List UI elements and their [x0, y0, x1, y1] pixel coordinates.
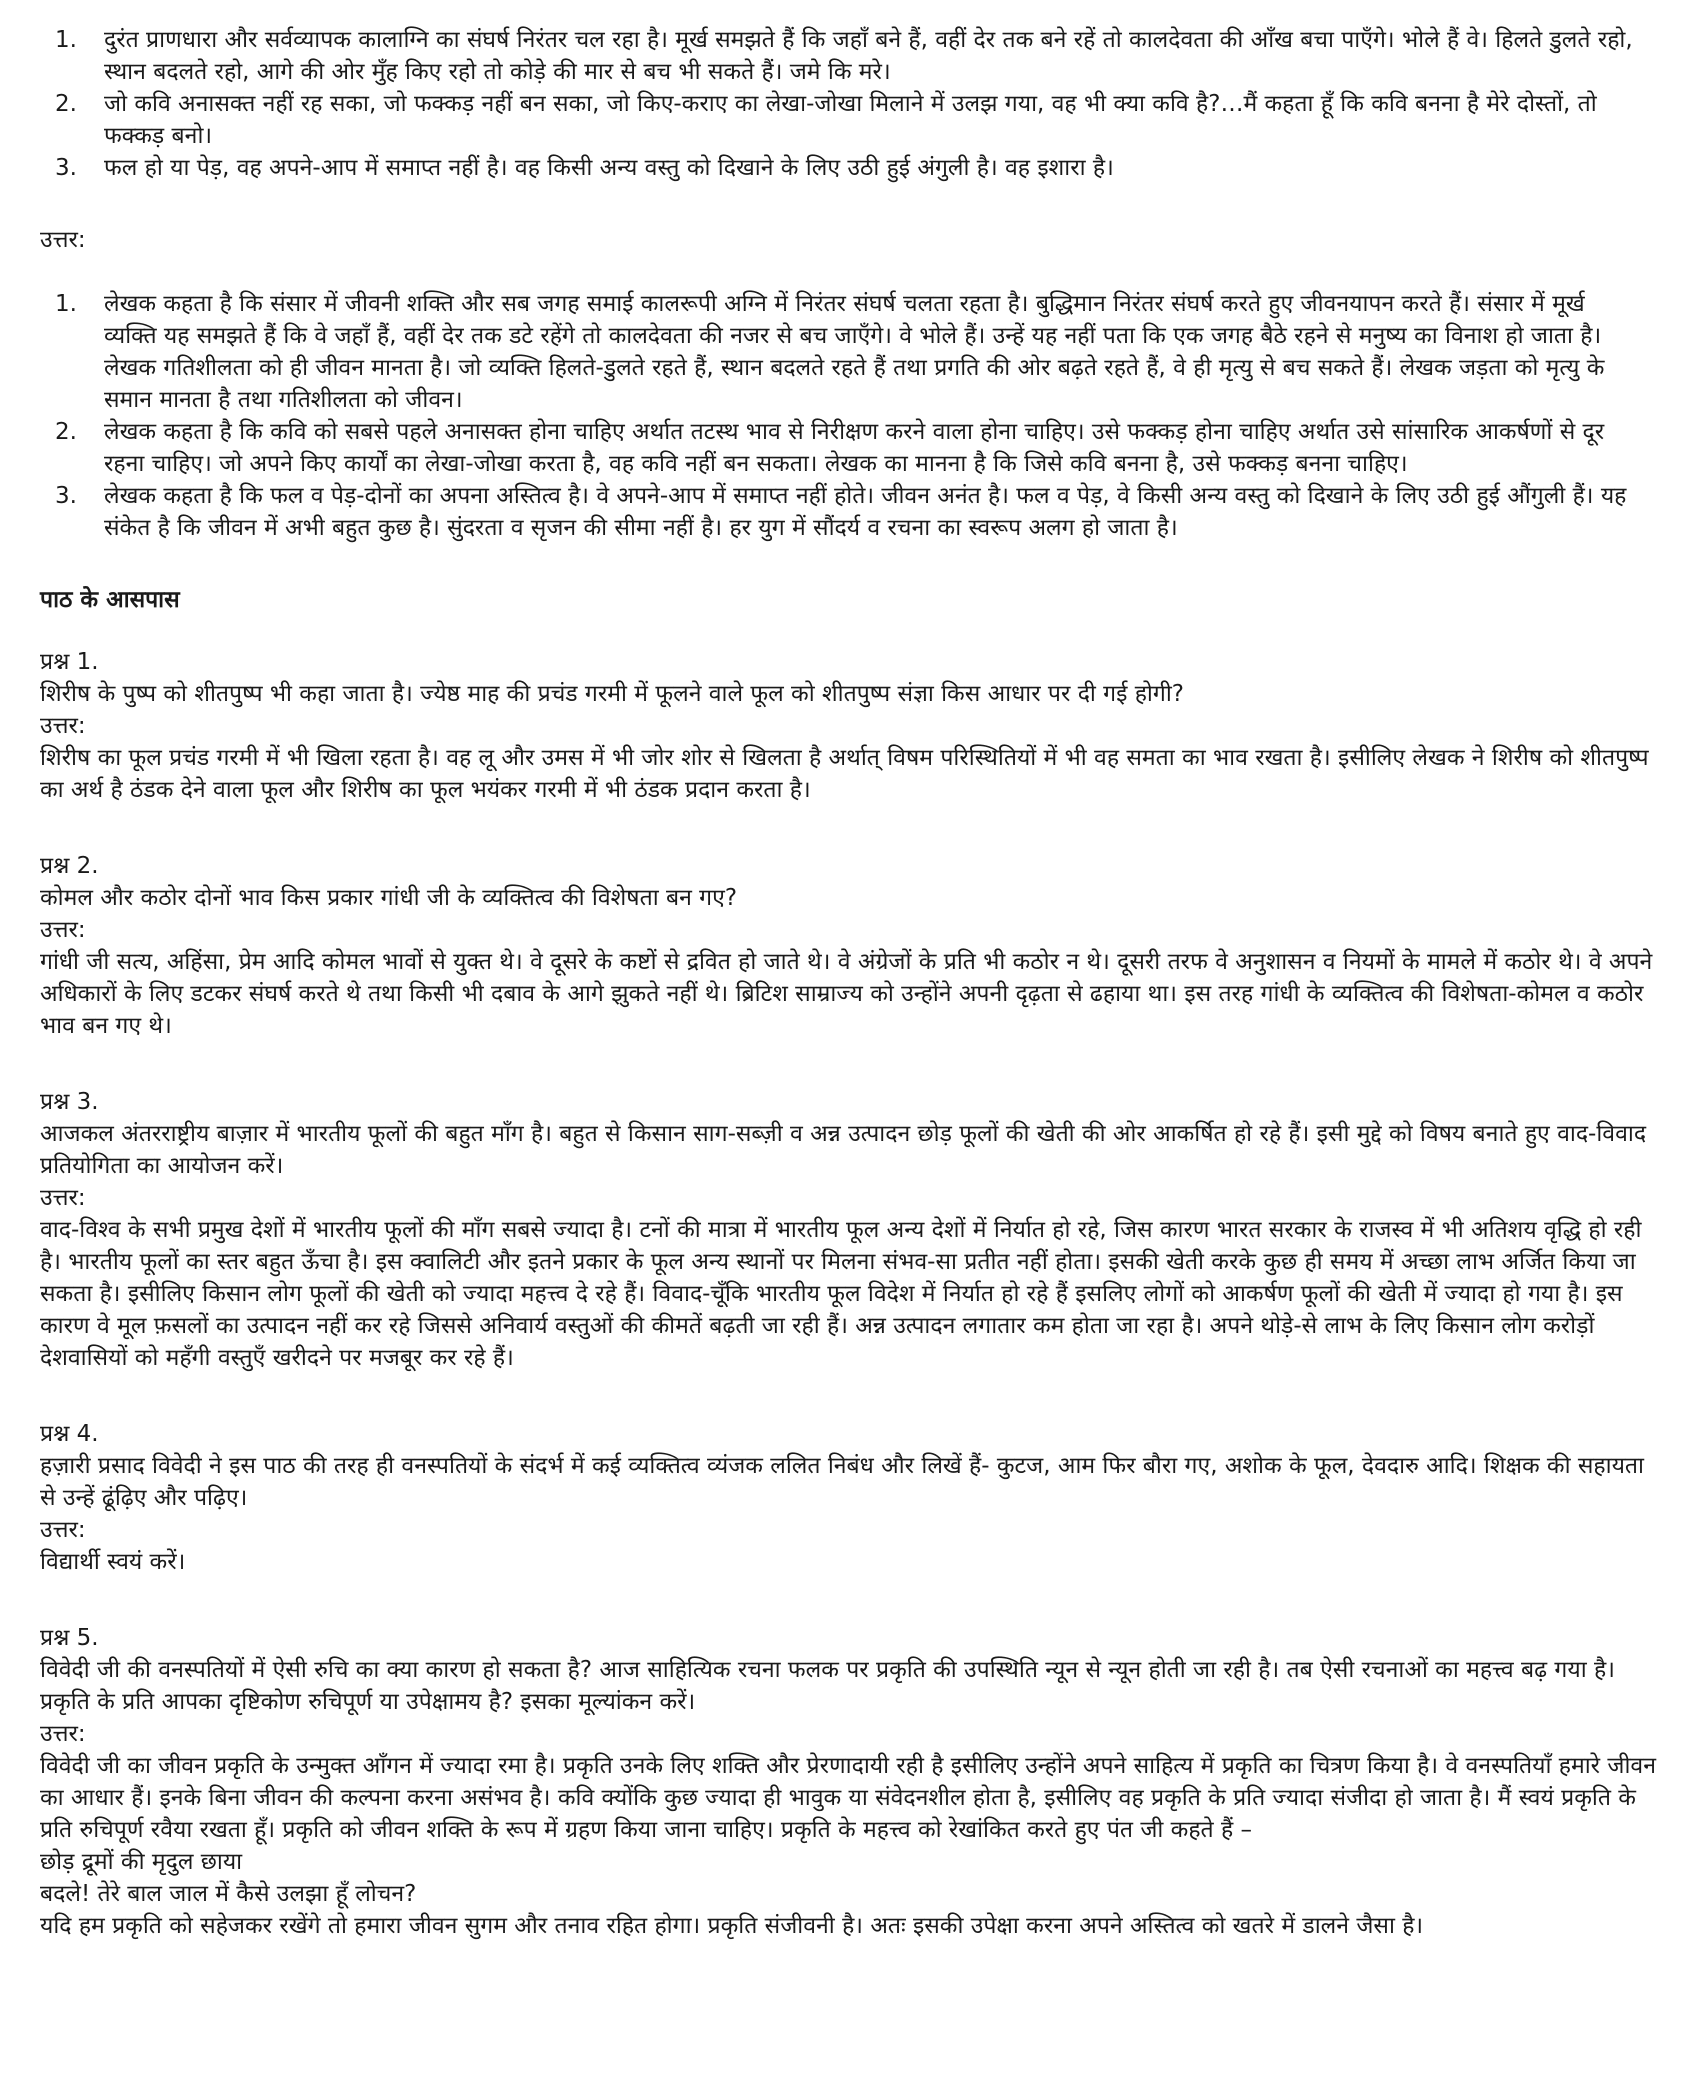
answer-label: उत्तर: [40, 917, 86, 943]
question-label: प्रश्न 2. [40, 853, 99, 879]
question-label: प्रश्न 5. [40, 1625, 99, 1651]
answer-list [40, 288, 1660, 544]
answer-item [40, 480, 1660, 544]
item-text: फल हो या पेड़, वह अपने-आप में समाप्त नहीं है। वह किसी अन्य वस्तु को दिखाने के लिए उठी हुई अंगुली है। वह इशारा है। [104, 155, 1114, 181]
item-text: लेखक कहता है कि संसार में जीवनी शक्ति और सब जगह समाई कालरूपी अग्नि में निरंतर संघर्ष चलता रहता है। बुद्धिमान निरंतर संघर्ष करते हुए जीवनयापन करते हैं। संसार में मूर्ख व्यक्ति यह समझते हैं कि वे जहाँ हैं, वहीं देर तक डटे रहेंगे तो कालदेवता की नजर से बच जाएँगे। वे भोले हैं। उन्हें यह नहीं पता कि एक जगह बैठे रहने से मनुष्य का विनाश हो जाता है। लेखक गतिशीलता को ही जीवन मानता है। जो व्यक्ति हिलते-डुलते रहते हैं, स्थान बदलते रहते हैं तथा प्रगति की ओर बढ़ते रहते हैं, वे ही मृत्यु से बच सकते हैं। लेखक जड़ता को मृत्यु के समान मानता है तथा गतिशीलता को जीवन। [104, 291, 1605, 413]
question-text: आजकल अंतरराष्ट्रीय बाज़ार में भारतीय फूलों की बहुत माँग है। बहुत से किसान साग-सब्ज़ी व अन्न उत्पादन छोड़ फूलों की खेती की ओर आकर्षित हो रहे हैं। इसी मुद्दे को विषय बनाते हुए वाद-विवाद प्रतियोगिता का आयोजन करें। [40, 1121, 1647, 1179]
item-text: लेखक कहता है कि फल व पेड़-दोनों का अपना अस्तित्व है। वे अपने-आप में समाप्त नहीं होते। जीवन अनंत है। फल व पेड़, वे किसी अन्य वस्तु को दिखाने के लिए उठी हुई औंगुली हैं। यह संकेत है कि जीवन में अभी बहुत कुछ है। सुंदरता व सृजन की सीमा नहीं है। हर युग में सौंदर्य व रचना का स्वरूप अलग हो जाता है। [104, 483, 1627, 541]
question-text: कोमल और कठोर दोनों भाव किस प्रकार गांधी जी के व्यक्तित्व की विशेषता बन गए? [40, 885, 738, 911]
item-number: 3. [55, 155, 77, 181]
item-number: 1. [55, 291, 77, 317]
item-text: लेखक कहता है कि कवि को सबसे पहले अनासक्त होना चाहिए अर्थात तटस्थ भाव से निरीक्षण करने वाला होना चाहिए। उसे फक्कड़ होना चाहिए अर्थात उसे सांसारिक आकर्षणों से दूर रहना चाहिए। जो अपने किए कार्यों का लेखा-जोखा करता है, वह कवि नहीं बन सकता। लेखक का मानना है कि जिसे कवि बनना है, उसे फक्कड़ बनना चाहिए। [104, 419, 1605, 477]
answer-text: विवेदी जी का जीवन प्रकृति के उन्मुक्त आँगन में ज्यादा रमा है। प्रकृति उनके लिए शक्ति और प्रेरणादायी रही है इसीलिए उन्होंने अपने साहित्य में प्रकृति का चित्रण किया है। वे वनस्पतियाँ हमारे जीवन का आधार हैं। इनके बिना जीवन की कल्पना करना असंभव है। कवि क्योंकि कुछ ज्यादा ही भावुक या संवेदनशील होता है, इसीलिए वह प्रकृति के प्रति ज्यादा संजीदा हो जाता है। मैं स्वयं प्रकृति के प्रति रुचिपूर्ण रवैया रखता हूँ। प्रकृति को जीवन शक्ति के रूप में ग्रहण किया जाना चाहिए। प्रकृति के महत्त्व को रेखांकित करते हुए पंत जी कहते हैं – [40, 1753, 1656, 1843]
question-block [40, 850, 1660, 1042]
item-number: 3. [55, 483, 77, 509]
answer-text: यदि हम प्रकृति को सहेजकर रखेंगे तो हमारा जीवन सुगम और तनाव रहित होगा। प्रकृति संजीवनी है। अतः इसकी उपेक्षा करना अपने अस्तित्व को खतरे में डालने जैसा है। [40, 1913, 1424, 1939]
answer-label: उत्तर: [40, 1185, 86, 1211]
answer-item [40, 288, 1660, 416]
answer-text: बदले! तेरे बाल जाल में कैसे उलझा हूँ लोचन? [40, 1881, 417, 1907]
extract-item [40, 24, 1660, 88]
answer-text: शिरीष का फूल प्रचंड गरमी में भी खिला रहता है। वह लू और उमस में भी जोर शोर से खिलता है अर्थात् विषम परिस्थितियों में भी वह समता का भाव रखता है। इसीलिए लेखक ने शिरीष को शीतपुष्प का अर्थ है ठंडक देने वाला फूल और शिरीष का फूल भयंकर गरमी में भी ठंडक प्रदान करता है। [40, 745, 1649, 803]
item-number: 2. [55, 91, 77, 117]
answer-text: विद्यार्थी स्वयं करें। [40, 1549, 186, 1575]
extract-item [40, 88, 1660, 152]
question-label: प्रश्न 3. [40, 1089, 99, 1115]
question-text: शिरीष के पुष्प को शीतपुष्प भी कहा जाता है। ज्येष्ठ माह की प्रचंड गरमी में फूलने वाले फूल को शीतपुष्प संज्ञा किस आधार पर दी गई होगी? [40, 681, 1185, 707]
question-block [40, 1418, 1660, 1578]
answer-label: उत्तर: [40, 227, 86, 253]
answer-item [40, 416, 1660, 480]
questions-list [40, 646, 1660, 1942]
question-block [40, 1622, 1660, 1942]
extract-item [40, 152, 1660, 184]
question-label: प्रश्न 1. [40, 649, 99, 675]
question-text: हज़ारी प्रसाद विवेदी ने इस पाठ की तरह ही वनस्पतियों के संदर्भ में कई व्यक्तित्व व्यंजक ललित निबंध और लिखें हैं- कुटज, आम फिर बौरा गए, अशोक के फूल, देवदारु आदि। शिक्षक की सहायता से उन्हें ढूंढ़िए और पढ़िए। [40, 1453, 1644, 1511]
question-label: प्रश्न 4. [40, 1421, 99, 1447]
item-text: दुरंत प्राणधारा और सर्वव्यापक कालाग्नि का संघर्ष निरंतर चल रहा है। मूर्ख समझते हैं कि जहाँ बने हैं, वहीं देर तक बने रहें तो कालदेवता की आँख बचा पाएँगे। भोले हैं वे। हिलते डुलते रहो, स्थान बदलते रहो, आगे की ओर मुँह किए रहो तो कोड़े की मार से बच भी सकते हैं। जमे कि मरे। [104, 27, 1633, 85]
question-text: विवेदी जी की वनस्पतियों में ऐसी रुचि का क्या कारण हो सकता है? आज साहित्यिक रचना फलक पर प्रकृति की उपस्थिति न्यून से न्यून होती जा रही है। तब ऐसी रचनाओं का महत्त्व बढ़ गया है। प्रकृति के प्रति आपका दृष्टिकोण रुचिपूर्ण या उपेक्षामय है? इसका मूल्यांकन करें। [40, 1657, 1615, 1715]
answer-label: उत्तर: [40, 713, 86, 739]
answer-text: छोड़ द्रूमों की मृदुल छाया [40, 1849, 243, 1875]
answer-text: गांधी जी सत्य, अहिंसा, प्रेम आदि कोमल भावों से युक्त थे। वे दूसरे के कष्टों से द्रवित हो जाते थे। वे अंग्रेजों के प्रति भी कठोर न थे। दूसरी तरफ वे अनुशासन व नियमों के मामले में कठोर थे। वे अपने अधिकारों के लिए डटकर संघर्ष करते थे तथा किसी भी दबाव के आगे झुकते नहीं थे। ब्रिटिश साम्राज्य को उन्होंने अपनी दृढ़ता से ढहाया था। इस तरह गांधी के व्यक्तित्व की विशेषता-कोमल व कठोर भाव बन गए थे। [40, 949, 1653, 1039]
answer-text: वाद-विश्व के सभी प्रमुख देशों में भारतीय फूलों की माँग सबसे ज्यादा है। टनों की मात्रा में भारतीय फूल अन्य देशों में निर्यात हो रहे, जिस कारण भारत सरकार के राजस्व में भी अतिशय वृद्धि हो रही है। भारतीय फूलों का स्तर बहुत ऊँचा है। इस क्वालिटी और इतने प्रकार के फूल अन्य स्थानों पर मिलना संभव-सा प्रतीत नहीं होता। इसकी खेती करके कुछ ही समय में अच्छा लाभ अर्जित किया जा सकता है। इसीलिए किसान लोग फूलों की खेती को ज्यादा महत्त्व दे रहे हैं। विवाद-चूँकि भारतीय फूल विदेश में निर्यात हो रहे हैं इसलिए लोगों को आकर्षण फूलों की खेती में ज्यादा हो गया है। इस कारण वे मूल फ़सलों का उत्पादन नहीं कर रहे जिससे अनिवार्य वस्तुओं की कीमतें बढ़ती जा रही हैं। अन्न उत्पादन लगातार कम होता जा रहा है। अपने थोड़े-से लाभ के लिए किसान लोग करोड़ों देशवासियों को महँगी वस्तुएँ खरीदने पर मजबूर कर रहे हैं। [40, 1217, 1642, 1371]
item-number: 2. [55, 419, 77, 445]
answer-label: उत्तर: [40, 1517, 86, 1543]
item-number: 1. [55, 27, 77, 53]
question-block [40, 646, 1660, 806]
extract-list [40, 24, 1660, 184]
question-block [40, 1086, 1660, 1374]
answer-label: उत्तर: [40, 1721, 86, 1747]
section-heading: पाठ के आसपास [40, 587, 180, 613]
item-text: जो कवि अनासक्त नहीं रह सका, जो फक्कड़ नहीं बन सका, जो किए-कराए का लेखा-जोखा मिलाने में उलझ गया, वह भी क्या कवि है?…मैं कहता हूँ कि कवि बनना है मेरे दोस्तों, तो फक्कड़ बनो। [104, 91, 1597, 149]
